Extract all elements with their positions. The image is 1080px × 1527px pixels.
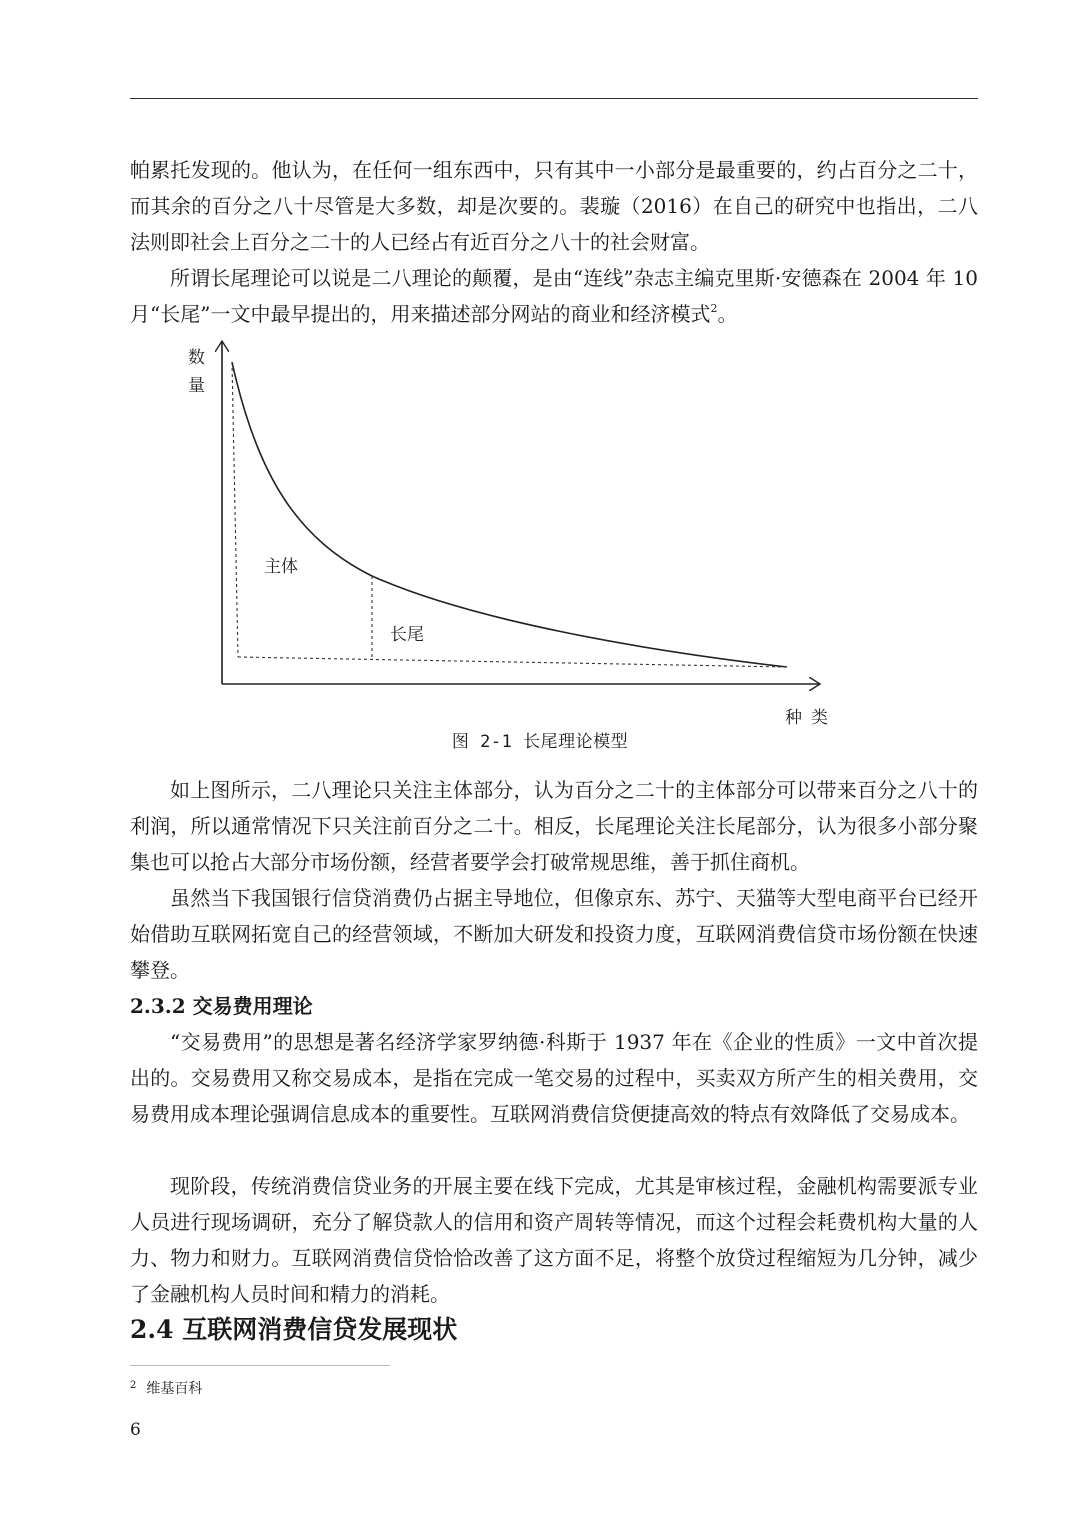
- y-axis-label-1: 数: [188, 348, 205, 368]
- paragraph-2-end: 。: [717, 302, 738, 326]
- figure-caption: 图 2-1 长尾理论模型: [451, 732, 629, 752]
- y-axis-label-2: 量: [188, 376, 205, 396]
- paragraph-5-text: “交易费用”的思想是著名经济学家罗纳德·科斯于 1937 年在《企业的性质》一文中首次提出的。交易费用又称交易成本，是指在完成一笔交易的过程中，买卖双方所产生的相关费用，交易费用成本理论强调信息成本的重要性。互联网消费信贷便捷高效的特点有效降低了交易成本。: [130, 1030, 978, 1126]
- section-heading-2-4: 2.4 互联网消费信贷发展现状: [130, 1315, 458, 1344]
- region-label-head: 主体: [264, 557, 298, 577]
- footnote-reference[interactable]: 2: [710, 302, 718, 315]
- footnote-rule: [130, 1365, 390, 1366]
- head-left-boundary: [232, 362, 238, 657]
- long-tail-curve: [232, 362, 787, 667]
- paragraph-4-text: 虽然当下我国银行信贷消费仍占据主导地位，但像京东、苏宁、天猫等大型电商平台已经开始借助互联网拓宽自己的经营领域，不断加大研发和投资力度，互联网消费信贷市场份额在快速攀登。: [130, 886, 978, 982]
- baseline-dashed: [238, 657, 787, 667]
- footnote-text: 维基百科: [146, 1381, 203, 1397]
- page-number: 6: [130, 1420, 141, 1440]
- paragraph-1-text: 帕累托发现的。他认为，在任何一组东西中，只有其中一小部分是最重要的，约占百分之二十，而其余的百分之八十尽管是大多数，却是次要的。裴璇（2016）在自己的研究中也指出，二八法则即社会上百分之二十的人已经占有近百分之八十的社会财富。: [130, 158, 978, 254]
- paragraph-4: [130, 880, 978, 988]
- region-label-tail: 长尾: [390, 625, 424, 645]
- section-heading-2-3-2: 2.3.2 交易费用理论: [130, 994, 313, 1018]
- footnote-marker: 2: [130, 1380, 137, 1391]
- x-axis-label: 种类: [785, 708, 837, 728]
- paragraph-6-text: 现阶段，传统消费信贷业务的开展主要在线下完成，尤其是审核过程，金融机构需要派专业人员进行现场调研，充分了解贷款人的信用和资产周转等情况，而这个过程会耗费机构大量的人力、物力和财力。互联网消费信贷恰恰改善了这方面不足，将整个放贷过程缩短为几分钟，减少了金融机构人员时间和精力的消耗。: [130, 1174, 978, 1306]
- paragraph-3-text: 如上图所示，二八理论只关注主体部分，认为百分之二十的主体部分可以带来百分之八十的利润，所以通常情况下只关注前百分之二十。相反，长尾理论关注长尾部分，认为很多小部分聚集也可以抢占大部分市场份额，经营者要学会打破常规思维，善于抓住商机。: [130, 778, 978, 874]
- footnote: [130, 1378, 202, 1398]
- paragraph-3: [130, 772, 978, 880]
- long-tail-chart: [0, 0, 1080, 760]
- paragraph-6: [130, 1168, 978, 1312]
- paragraph-5: [130, 1024, 978, 1132]
- paragraph-2-text: 所谓长尾理论可以说是二八理论的颠覆，是由“连线”杂志主编克里斯·安德森在 2004 年 10 月“长尾”一文中最早提出的，用来描述部分网站的商业和经济模式: [130, 266, 978, 326]
